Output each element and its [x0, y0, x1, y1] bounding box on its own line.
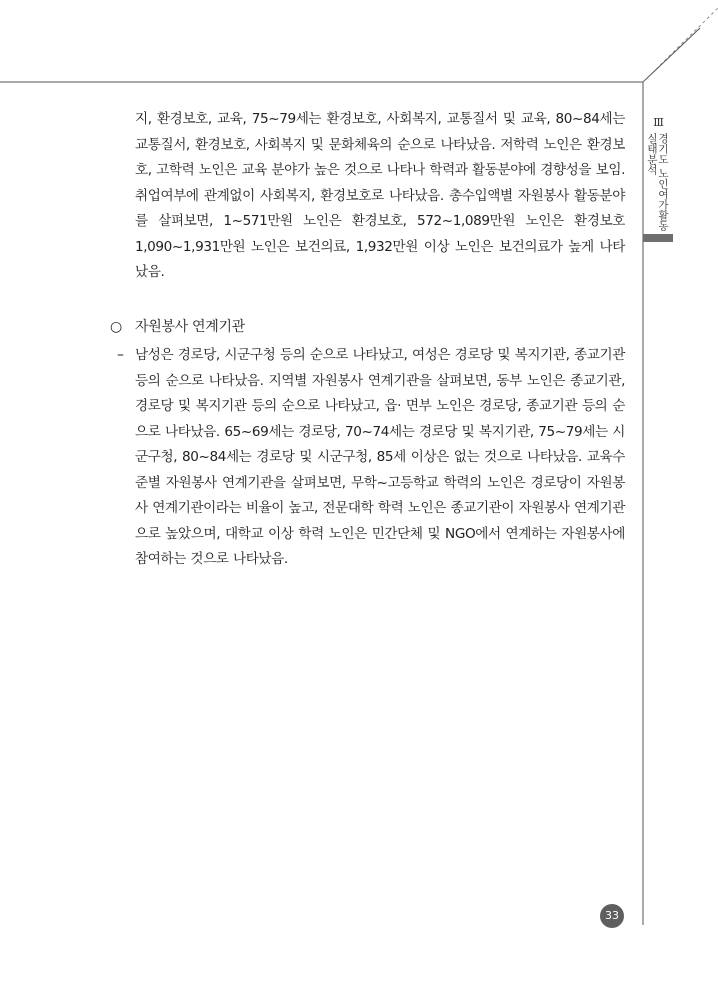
section-paragraph: 남성은 경로당, 시군구청 등의 순으로 나타났고, 여성은 경로당 및 복지기관, 종교기관 등의 순으로 나타났음. 지역별 자원봉사 연계기관을 살펴보면, 동부 노인은 종교기관, 경로당 및 복지기관 등의 순으로 나타났고, 읍· 면부 노인은 경로당, 종교기관 등의 순으로 나타났음. 65~69세는 경로당, 70~74세는 경로당 및 복지기관, 75~79세는 시군구청, 80~84세는 경로당 및 시군구청, 85세 이상은 없는 것으로 나타났음. 교육수준별 자원봉사 연계기관을 살펴보면, 무학~고등학교 학력의 노인은 경로당이 자원봉사 연계기관이라는 비율이 높고, 전문대학 학력 노인은 종교기관이 자원봉사 연계기관으로 높았으며, 대학교 이상 학력 노인은 민간단체 및 NGO에서 연계하는 자원봉사에 참여하는 것으로 나타났음.: [135, 347, 625, 567]
list-dash: –: [117, 347, 124, 363]
section-heading: 자원봉사 연계기관: [135, 319, 245, 335]
paragraph-continued: 지, 환경보호, 교육, 75~79세는 환경보호, 사회복지, 교통질서 및 교육, 80~84세는 교통질서, 환경보호, 사회복지 및 문화체육의 순으로 나타났음. 저학력 노인은 환경보호, 고학력 노인은 교육 분야가 높은 것으로 나타나 학력과 활동분야에 경향성을 보임. 취업여부에 관계없이 사회복지, 환경보호로 나타났음. 총수입액별 자원봉사 활동분야를 살펴보면, 1~571만원 노인은 환경보호, 572~1,089만원 노인은 환경보호 1,090~1,931만원 노인은 보건의료, 1,932만원 이상 노인은 보건의료가 높게 나타났음.: [135, 111, 625, 280]
chapter-title-line1: 경기도 노인여가활동: [657, 133, 669, 231]
chapter-roman-numeral: Ⅲ: [653, 116, 664, 129]
page-number: 33: [600, 904, 624, 928]
chapter-title-line2: 실태분석: [646, 133, 658, 175]
section-bullet-icon: ○: [110, 319, 123, 335]
